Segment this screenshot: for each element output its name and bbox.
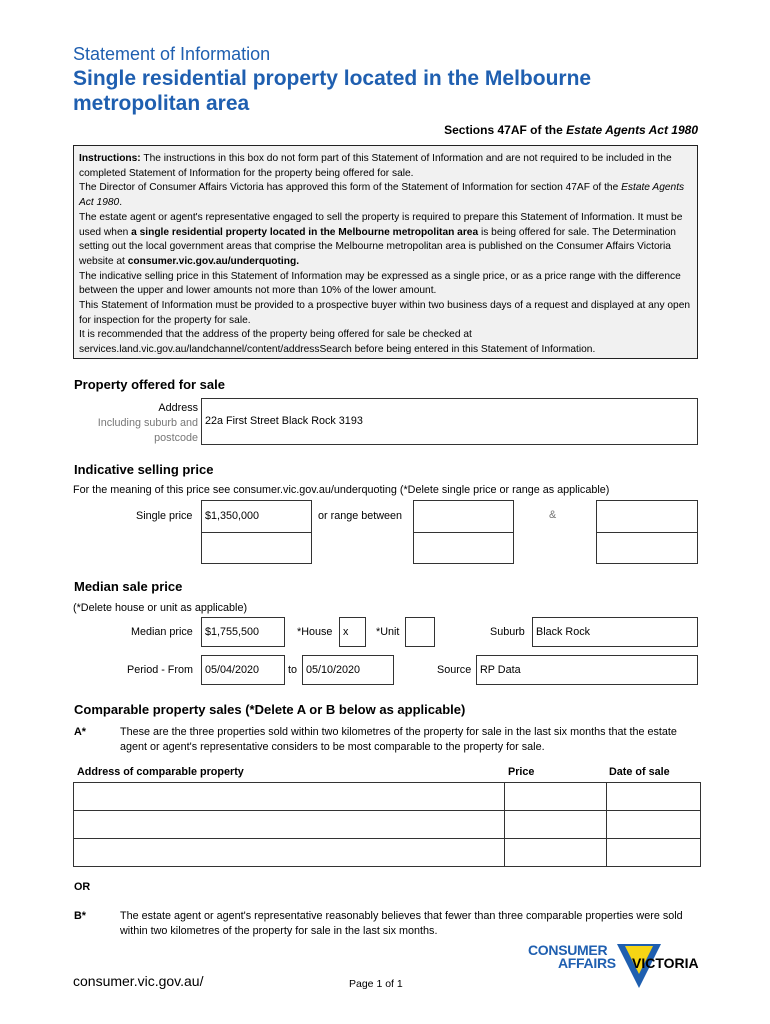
- source-field[interactable]: RP Data: [476, 655, 698, 685]
- period-from-label: Period - From: [127, 664, 193, 676]
- unit-checkbox[interactable]: [405, 617, 435, 647]
- range-upper-field-2[interactable]: [596, 532, 698, 564]
- single-price-field-2[interactable]: [201, 532, 312, 564]
- comp-date-cell[interactable]: [607, 811, 701, 839]
- period-from-field[interactable]: 05/04/2020: [201, 655, 285, 685]
- single-price-field[interactable]: $1,350,000: [201, 500, 312, 533]
- footer-url[interactable]: consumer.vic.gov.au/: [73, 973, 204, 989]
- logo-text-3: VICTORIA: [632, 955, 699, 971]
- table-row: [74, 811, 701, 839]
- table-row: [74, 783, 701, 811]
- property-heading: Property offered for sale: [74, 377, 225, 392]
- option-a-label: A*: [74, 726, 86, 738]
- address-label-1: Address: [158, 402, 198, 414]
- range-upper-field[interactable]: [596, 500, 698, 533]
- comp-address-cell[interactable]: [74, 811, 505, 839]
- comp-date-cell[interactable]: [607, 839, 701, 867]
- source-label: Source: [437, 664, 472, 676]
- page-title: Single residential property located in the Melbourne metropolitan area: [73, 67, 592, 115]
- page-number: Page 1 of 1: [349, 978, 403, 990]
- instructions-p3-text: The estate agent or agent's representative engaged to sell the property is required to prepare this Statement of Information. It must be used when: [79, 211, 683, 238]
- range-lower-field[interactable]: [413, 500, 514, 533]
- range-lower-field-2[interactable]: [413, 532, 514, 564]
- instructions-p3-bold: a single residential property located in the Melbourne metropolitan area: [131, 226, 479, 238]
- col-address-header: Address of comparable property: [77, 766, 244, 778]
- sections-act: Estate Agents Act 1980: [566, 123, 698, 137]
- instructions-p2-end: .: [119, 197, 123, 209]
- col-date-header: Date of sale: [609, 766, 670, 778]
- single-price-label: Single price: [136, 510, 193, 522]
- table-row: [74, 839, 701, 867]
- logo-text-1: CONSUMER: [528, 942, 608, 958]
- col-price-header: Price: [508, 766, 535, 778]
- comp-price-cell[interactable]: [505, 811, 607, 839]
- sections-prefix: Sections 47AF of the: [444, 123, 567, 137]
- comparable-heading: Comparable property sales (*Delete A or B below as applicable): [74, 702, 466, 717]
- indicative-heading: Indicative selling price: [74, 462, 214, 477]
- median-price-field[interactable]: $1,755,500: [201, 617, 285, 647]
- instructions-p4: The indicative selling price in this Statement of Information may be expressed as a single price, or as a price range with the difference between the upper and lower amounts not more than 10% of the lower amount.: [79, 270, 681, 297]
- house-label: *House: [297, 626, 333, 638]
- house-checkbox[interactable]: x: [339, 617, 366, 647]
- comp-address-cell[interactable]: [74, 839, 505, 867]
- comp-price-cell[interactable]: [505, 783, 607, 811]
- or-label: OR: [74, 881, 91, 893]
- instructions-p2: [79, 181, 693, 210]
- comp-price-cell[interactable]: [505, 839, 607, 867]
- address-label-2: Including suburb and: [97, 417, 198, 429]
- period-to-field[interactable]: 05/10/2020: [302, 655, 394, 685]
- instructions-p2-act: Estate Agents Act 1980: [79, 182, 685, 209]
- option-b-label: B*: [74, 910, 86, 922]
- instructions-lead: Instructions:: [79, 153, 141, 164]
- instructions-box: [73, 145, 698, 359]
- comparable-table: [73, 782, 701, 867]
- indicative-note: For the meaning of this price see consumer.vic.gov.au/underquoting (*Delete single price or range as applicable): [73, 484, 610, 496]
- range-amp: &: [549, 509, 557, 521]
- instructions-p1-text: The instructions in this box do not form part of this Statement of Information and are not required to be included in the completed Statement of Information for the property being offered for sale.: [79, 153, 672, 179]
- period-to-label: to: [288, 664, 298, 676]
- instructions-p2-text: The Director of Consumer Affairs Victoria has approved this form of the Statement of Information for section 47AF of the: [79, 182, 622, 194]
- instructions-p1: [79, 152, 693, 181]
- instructions-p3: [79, 211, 693, 270]
- instructions-p5: This Statement of Information must be provided to a prospective buyer within two business days of a request and displayed at any open for inspection for the property for sale.: [79, 300, 691, 326]
- sections-reference: [444, 123, 698, 137]
- logo-text-2: AFFAIRS: [558, 955, 616, 971]
- median-note: (*Delete house or unit as applicable): [73, 602, 248, 614]
- range-label: or range between: [318, 510, 403, 522]
- option-a-text: These are the three properties sold within two kilometres of the property for sale in the last six months that the estate agent or agent's representative considers to be most comparable to the property for sale.: [120, 726, 677, 753]
- suburb-label: Suburb: [490, 626, 525, 638]
- instructions-p6: It is recommended that the address of the property being offered for sale be checked at services.land.vic.gov.au/landchannel/content/addressSearch before being entered in this Statement of Information.: [79, 329, 596, 356]
- median-heading: Median sale price: [74, 579, 183, 594]
- comp-date-cell[interactable]: [607, 783, 701, 811]
- instructions-p3-text-2: is being offered for sale. The Determination setting out the local government areas that comprise the Melbourne metropolitan area is published on the Consumer Affairs Victoria website at: [79, 226, 676, 267]
- suburb-field[interactable]: Black Rock: [532, 617, 698, 647]
- address-label-3: postcode: [154, 432, 198, 444]
- address-field[interactable]: 22a First Street Black Rock 3193: [201, 398, 698, 445]
- unit-label: *Unit: [376, 626, 400, 638]
- underquoting-link[interactable]: consumer.vic.gov.au/underquoting.: [127, 255, 300, 267]
- document-label: Statement of Information: [73, 44, 271, 64]
- median-price-label: Median price: [131, 626, 193, 638]
- comp-address-cell[interactable]: [74, 783, 505, 811]
- address-label: [60, 401, 198, 446]
- cav-logo: [528, 944, 703, 994]
- option-b-text: The estate agent or agent's representative reasonably believes that fewer than three comparable properties were sold within two kilometres of the property for sale in the last six months.: [120, 910, 683, 937]
